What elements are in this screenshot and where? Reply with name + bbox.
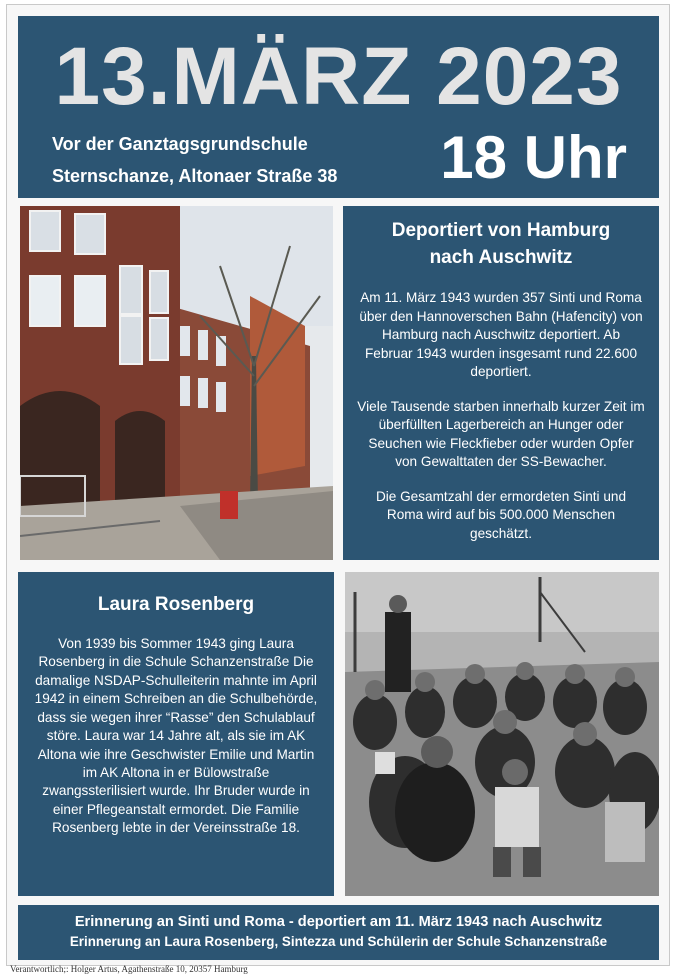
event-date: 13.MÄRZ 2023 (54, 31, 623, 122)
laura-rosenberg-panel (18, 572, 334, 896)
laura-text: Von 1939 bis Sommer 1943 ging Laura Rosenberg in die Schule Schanzenstraße Die damalige NSDAP-Schulleiterin mahnte im April 1942 in einem Schreiben an die Schulbehörde, dass sie wegen ihrer “Rasse” den Schulablauf störe. Laura war 14 Jahre alt, als sie im AK Altona wie ihre Geschwister Emilie und Martin im AK Altona in er Bülowstraße zwangssterilisiert wurde. Ihr Bruder wurde in einer Pflegeanstalt ermordet. Die Familie Rosenberg lebte in der Vereinsstraße 18. (34, 635, 318, 836)
footer-line-1: Erinnerung an Sinti und Roma - deportiert am 11. März 1943 nach Auschwitz (74, 914, 603, 930)
deportation-paragraph-2: Viele Tausende starben innerhalb kurzer Zeit im überfüllten Lagerbereich an Hunger oder Seuchen wie Fleckfieber oder wurden Opfer von Gewalttaten der SS-Bewacher. (357, 398, 645, 470)
historic-group-photo (345, 572, 659, 896)
deportation-panel (343, 206, 659, 560)
event-time: 18 Uhr (440, 124, 627, 191)
school-building-illustration (20, 206, 333, 560)
imprint: Verantwortlich;: Holger Artus, Agathenstraße 10, 20357 Hamburg (10, 964, 248, 974)
deportation-paragraph-1: Am 11. März 1943 wurden 357 Sinti und Roma über den Hannoverschen Bahn (Hafencity) von Hamburg nach Auschwitz deportiert. Ab Februar 1943 wurden insgesamt rund 22.600 deportiert. (359, 290, 643, 380)
deportation-heading-line-2: nach Auschwitz (429, 246, 573, 268)
header-panel (18, 16, 659, 198)
laura-heading: Laura Rosenberg (97, 594, 255, 615)
deportation-heading-line-1: Deportiert von Hamburg (391, 220, 611, 241)
footer-line-2: Erinnerung an Laura Rosenberg, Sintezza und Schülerin der Schule Schanzenstraße (69, 934, 608, 949)
location-line-1: Vor der Ganztagsgrundschule (52, 134, 308, 154)
deportation-heading (357, 218, 645, 271)
historic-group-illustration (345, 572, 659, 896)
school-building-photo (20, 206, 333, 560)
footer-panel (18, 905, 659, 960)
location-line-2: Sternschanze, Altonaer Straße 38 (52, 166, 338, 186)
deportation-paragraph-3: Die Gesamtzahl der ermordeten Sinti und Roma wird auf bis 500.000 Menschen geschätzt. (375, 488, 627, 541)
